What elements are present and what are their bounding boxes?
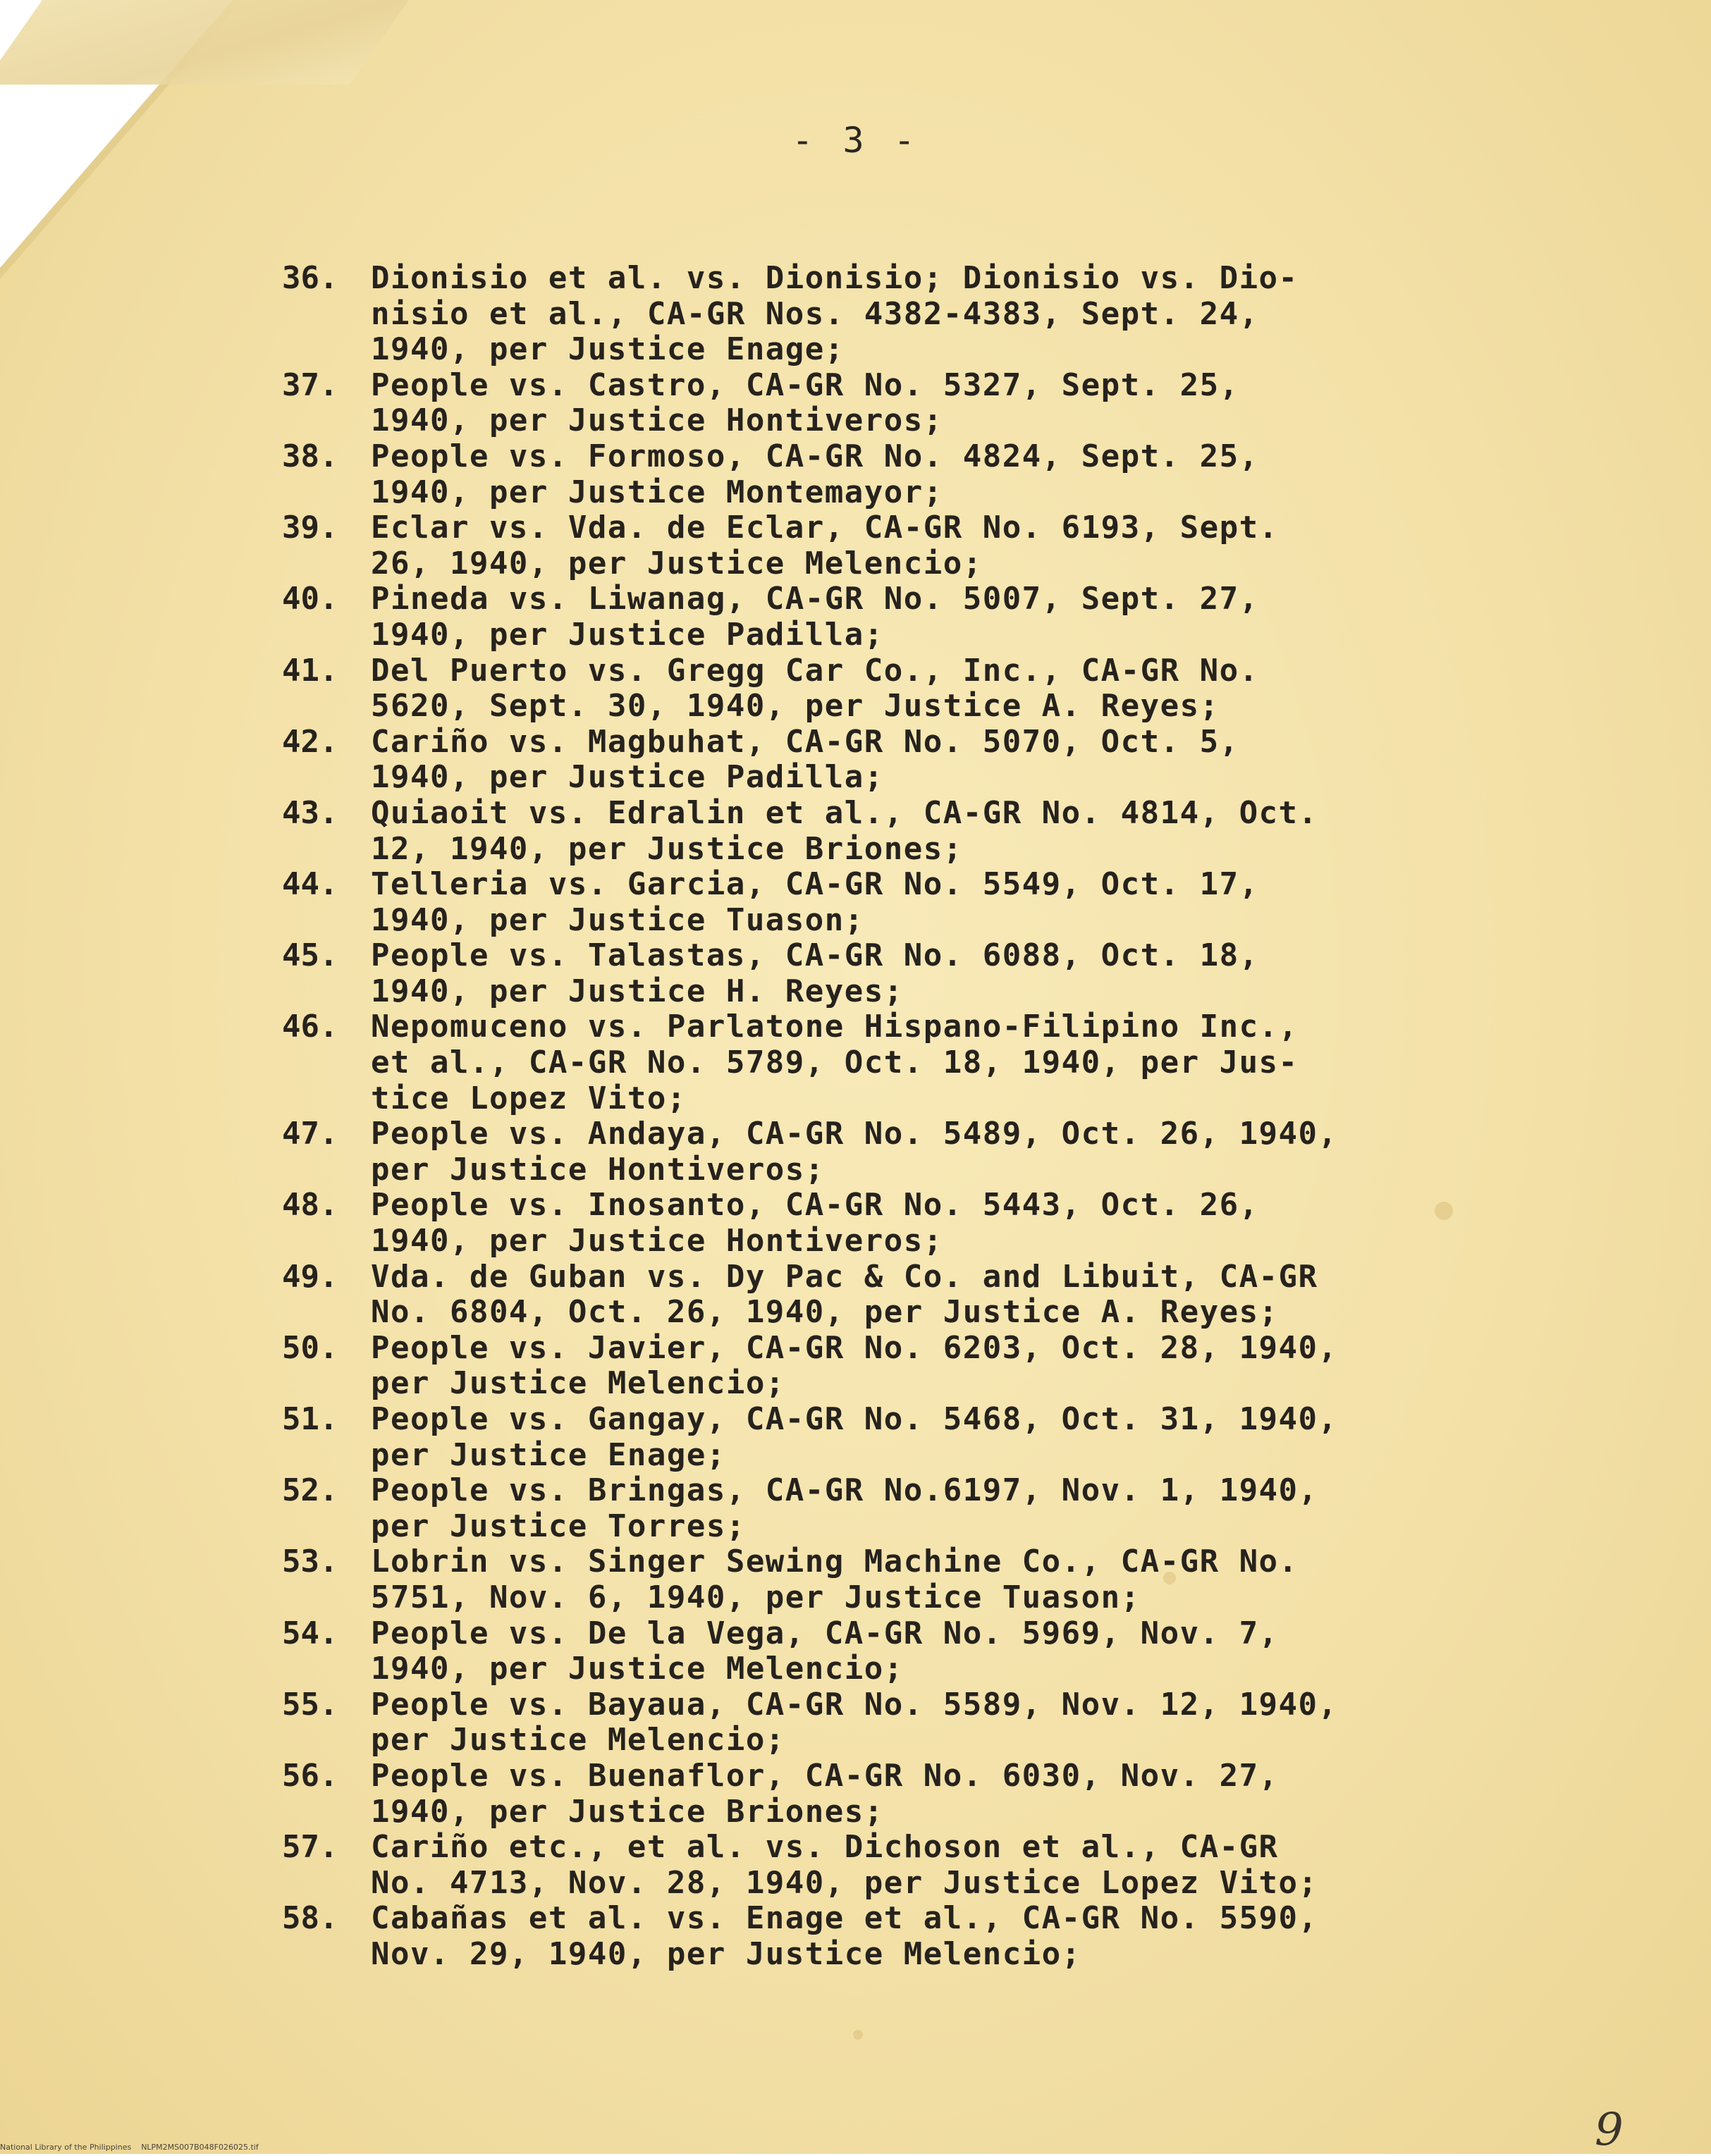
case-entry-line: per Justice Enage; <box>371 1436 726 1473</box>
case-entry-line: No. 6804, Oct. 26, 1940, per Justice A. Reyes; <box>371 1294 1279 1331</box>
case-entry-line: Pineda vs. Liwanag, CA-GR No. 5007, Sept. 27, <box>371 581 1259 617</box>
case-entry-line: 5751, Nov. 6, 1940, per Justice Tuason; <box>371 1579 1141 1615</box>
case-entry-number: 43. <box>282 794 338 831</box>
handwritten-folio-mark: 9 <box>1595 2104 1624 2156</box>
case-entry-number: 37. <box>282 366 338 403</box>
case-entry-line: 12, 1940, per Justice Briones; <box>371 830 963 867</box>
case-entry <box>282 581 1480 653</box>
case-entry-number: 48. <box>282 1187 338 1224</box>
case-entry-line: People vs. Bringas, CA-GR No.6197, Nov. 1, 1940, <box>371 1472 1318 1509</box>
folded-corner-flap <box>0 0 409 85</box>
archive-footer: National Library of the Philippines NLPM2MS007B048F026025.tif <box>0 2143 259 2152</box>
case-entry-line: Quiaoit vs. Edralin et al., CA-GR No. 4814, Oct. <box>371 794 1318 831</box>
case-entry-line: 1940, per Justice Hontiveros; <box>371 402 943 439</box>
case-entry <box>282 796 1480 867</box>
paper-stain <box>853 2030 863 2040</box>
case-entry-number: 56. <box>282 1757 338 1794</box>
case-entry-line: tice Lopez Vito; <box>371 1080 687 1116</box>
case-entry-line: People vs. Formoso, CA-GR No. 4824, Sept. 25, <box>371 438 1259 474</box>
case-entry-line: People vs. De la Vega, CA-GR No. 5969, Nov. 7, <box>371 1615 1279 1651</box>
case-entry-text <box>371 581 1471 653</box>
case-entry-line: 1940, per Justice H. Reyes; <box>371 973 904 1009</box>
case-entry-line: Nov. 29, 1940, per Justice Melencio; <box>371 1935 1081 1972</box>
case-entry-number: 42. <box>282 723 338 760</box>
case-entry-text <box>371 1901 1471 1972</box>
case-entry-text <box>371 1188 1471 1259</box>
case-entry-line: People vs. Talastas, CA-GR No. 6088, Oct. 18, <box>371 937 1259 974</box>
case-entry-number: 39. <box>282 510 338 546</box>
case-entry-text <box>371 1331 1471 1402</box>
case-entry-text <box>371 1009 1471 1116</box>
case-entry-line: People vs. Castro, CA-GR No. 5327, Sept. 25, <box>371 366 1239 403</box>
case-entry-line: Del Puerto vs. Gregg Car Co., Inc., CA-GR No. <box>371 652 1259 689</box>
case-entry-line: per Justice Torres; <box>371 1508 746 1544</box>
case-entry <box>282 1259 1480 1331</box>
case-entry-line: 1940, per Justice Melencio; <box>371 1651 904 1687</box>
case-entry-line: 1940, per Justice Tuason; <box>371 901 864 938</box>
case-entry-line: per Justice Melencio; <box>371 1722 785 1758</box>
case-entry-number: 45. <box>282 937 338 974</box>
case-entry-line: 1940, per Justice Padilla; <box>371 759 884 796</box>
case-entry-line: Vda. de Guban vs. Dy Pac & Co. and Libuit, CA-GR <box>371 1258 1318 1295</box>
case-entry-line: 1940, per Justice Enage; <box>371 331 845 368</box>
case-entry-number: 40. <box>282 581 338 617</box>
case-entry-line: Eclar vs. Vda. de Eclar, CA-GR No. 6193, Sept. <box>371 510 1279 546</box>
case-entry-text <box>371 1758 1471 1830</box>
case-entry-number: 55. <box>282 1686 338 1723</box>
case-entry <box>282 867 1480 938</box>
case-entry <box>282 1901 1480 1972</box>
case-entry <box>282 938 1480 1009</box>
case-entry-line: per Justice Melencio; <box>371 1365 785 1402</box>
case-entry <box>282 1009 1480 1116</box>
case-entry-number: 57. <box>282 1829 338 1866</box>
case-entry-line: Lobrin vs. Singer Sewing Machine Co., CA-GR No. <box>371 1544 1299 1580</box>
case-entry <box>282 1116 1480 1188</box>
case-entry-text <box>371 796 1471 867</box>
case-entry-number: 58. <box>282 1900 338 1937</box>
case-entry-text <box>371 1687 1471 1758</box>
case-list <box>282 261 1480 1973</box>
case-entry-text <box>371 653 1471 725</box>
case-entry-number: 53. <box>282 1544 338 1580</box>
case-entry <box>282 1473 1480 1544</box>
case-entry-text <box>371 261 1471 368</box>
case-entry-line: 1940, per Justice Briones; <box>371 1793 884 1830</box>
case-entry <box>282 1331 1480 1402</box>
case-entry-text <box>371 1830 1471 1901</box>
case-entry-line: People vs. Javier, CA-GR No. 6203, Oct. 28, 1940, <box>371 1329 1338 1366</box>
case-entry <box>282 1758 1480 1830</box>
case-entry-line: People vs. Buenaflor, CA-GR No. 6030, Nov. 27, <box>371 1757 1279 1794</box>
case-entry-line: No. 4713, Nov. 28, 1940, per Justice Lopez Vito; <box>371 1864 1318 1901</box>
case-entry-text <box>371 1259 1471 1331</box>
case-entry-text <box>371 1544 1471 1615</box>
case-entry-text <box>371 510 1471 581</box>
case-entry-number: 54. <box>282 1615 338 1651</box>
case-entry-text <box>371 1616 1471 1687</box>
case-entry-line: Cabañas et al. vs. Enage et al., CA-GR No. 5590, <box>371 1900 1318 1937</box>
case-entry-number: 52. <box>282 1472 338 1509</box>
case-entry-line: Dionisio et al. vs. Dionisio; Dionisio vs. Dio- <box>371 260 1299 296</box>
case-entry-line: People vs. Gangay, CA-GR No. 5468, Oct. 31, 1940, <box>371 1401 1338 1437</box>
case-entry-line: People vs. Bayaua, CA-GR No. 5589, Nov. 12, 1940, <box>371 1686 1338 1723</box>
case-entry-line: 5620, Sept. 30, 1940, per Justice A. Reyes; <box>371 688 1220 725</box>
case-entry-number: 50. <box>282 1329 338 1366</box>
case-entry-text <box>371 867 1471 938</box>
case-entry-text <box>371 439 1471 510</box>
case-entry <box>282 653 1480 725</box>
case-entry <box>282 439 1480 510</box>
case-entry-text <box>371 725 1471 796</box>
case-entry-line: per Justice Hontiveros; <box>371 1151 825 1188</box>
case-entry-text <box>371 1402 1471 1473</box>
case-entry-line: Cariño etc., et al. vs. Dichoson et al., CA-GR <box>371 1829 1279 1866</box>
case-entry <box>282 261 1480 368</box>
case-entry-line: nisio et al., CA-GR Nos. 4382-4383, Sept. 24, <box>371 295 1259 332</box>
case-entry <box>282 510 1480 581</box>
case-entry-line: 26, 1940, per Justice Melencio; <box>371 545 983 581</box>
case-entry <box>282 1188 1480 1259</box>
case-entry <box>282 368 1480 439</box>
case-entry-line: People vs. Inosanto, CA-GR No. 5443, Oct. 26, <box>371 1187 1259 1224</box>
case-entry-text <box>371 368 1471 439</box>
case-entry-line: Cariño vs. Magbuhat, CA-GR No. 5070, Oct. 5, <box>371 723 1239 760</box>
case-entry <box>282 1687 1480 1758</box>
case-entry-line: 1940, per Justice Padilla; <box>371 616 884 653</box>
case-entry-line: Telleria vs. Garcia, CA-GR No. 5549, Oct. 17, <box>371 866 1259 903</box>
case-entry-number: 46. <box>282 1009 338 1045</box>
case-entry-number: 41. <box>282 652 338 689</box>
case-entry <box>282 1544 1480 1615</box>
case-entry-line: 1940, per Justice Montemayor; <box>371 474 943 510</box>
case-entry-line: People vs. Andaya, CA-GR No. 5489, Oct. 26, 1940, <box>371 1116 1338 1152</box>
case-entry-number: 44. <box>282 866 338 903</box>
case-entry-line: 1940, per Justice Hontiveros; <box>371 1223 943 1259</box>
case-entry-number: 49. <box>282 1258 338 1295</box>
case-entry-number: 51. <box>282 1401 338 1437</box>
case-entry-number: 36. <box>282 260 338 296</box>
case-entry-line: Nepomuceno vs. Parlatone Hispano-Filipino Inc., <box>371 1009 1299 1045</box>
case-entry-number: 38. <box>282 438 338 474</box>
case-entry <box>282 1402 1480 1473</box>
case-entry <box>282 1830 1480 1901</box>
case-entry-text <box>371 1473 1471 1544</box>
case-entry-line: et al., CA-GR No. 5789, Oct. 18, 1940, per Jus- <box>371 1045 1299 1081</box>
case-entry-text <box>371 938 1471 1009</box>
case-entry <box>282 1616 1480 1687</box>
case-entry-text <box>371 1116 1471 1188</box>
case-entry <box>282 725 1480 796</box>
case-entry-number: 47. <box>282 1116 338 1152</box>
page-number: - 3 - <box>792 120 919 161</box>
